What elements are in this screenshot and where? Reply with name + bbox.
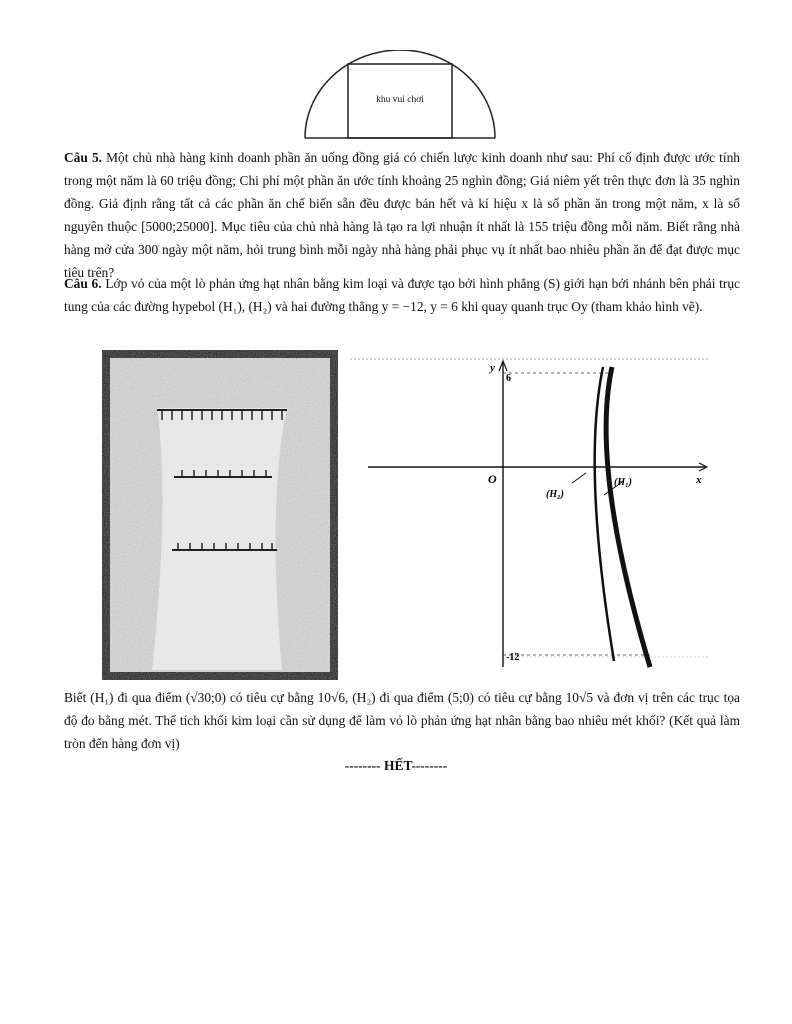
question-6-conclusion — [64, 686, 740, 755]
playground-label: khu vui chơi — [376, 95, 424, 105]
playground-figure — [300, 50, 500, 142]
question-5-label: Câu 5. — [64, 150, 102, 165]
h1-label: (H₁) — [614, 477, 632, 488]
h2-label: (H₂) — [546, 489, 564, 500]
end-marker: -------- HẾT-------- — [344, 758, 448, 773]
question-5 — [64, 146, 740, 284]
question-6-label: Câu 6. — [64, 276, 102, 291]
x-axis-label: x — [696, 474, 702, 486]
y-top-mark: 6 — [506, 373, 511, 384]
reactor-photo — [102, 350, 338, 680]
origin-label: O — [488, 472, 497, 486]
question-6 — [64, 272, 740, 318]
y-axis-label: y — [490, 362, 495, 374]
y-bottom-mark: -12 — [506, 652, 520, 663]
question-6-text: Lớp vỏ của một lò phản ứng hạt nhân bằng kim loại và được tạo bởi hình phẳng (S) giới hạn bởi nhánh bên phải trục tung của các đường hypebol (H₁), (H₂) và hai đường thẳng y = −12, y = 6 khi quay quanh trục Oy (tham khảo hình vẽ). — [64, 276, 740, 314]
h1-curve — [606, 367, 650, 667]
conclusion-text: Biết (H₁) đi qua điểm (√30;0) có tiêu cự bằng 10√6, (H₂) đi qua điểm (5;0) có tiêu cự bằng 10√5 và đơn vị trên các trục tọa độ đo bằng mét. Thể tích khối kim loại cần sử dụng để làm vỏ lò phản ứng hạt nhân bằng bao nhiêu mét khối? (Kết quả làm tròn đến hàng đơn vị) — [64, 690, 740, 751]
question-5-text: Một chủ nhà hàng kinh doanh phần ăn uống đồng giá có chiến lược kinh doanh như sau: Phí cố định được ước tính trong một năm là 60 triệu đồng; Chi phí một phần ăn ước tính khoảng 25 nghìn đồng; Giá niêm yết trên thực đơn là 35 nghìn đồng. Giả định rằng tất cả các phần ăn chế biến sẵn đều được bán hết và kí hiệu x là số phần ăn trong một năm, x là số nguyên thuộc [5000;25000]. Mục tiêu của chủ nhà hàng là tạo ra lợi nhuận ít nhất là 155 triệu đồng mỗi năm. Biết rằng nhà hàng mở cửa 300 ngày một năm, hỏi trung bình mỗi ngày nhà hàng phải phục vụ ít nhất bao nhiêu phần ăn để đạt được mục tiêu trên? — [64, 150, 740, 280]
hyperbola-graph — [350, 355, 710, 675]
